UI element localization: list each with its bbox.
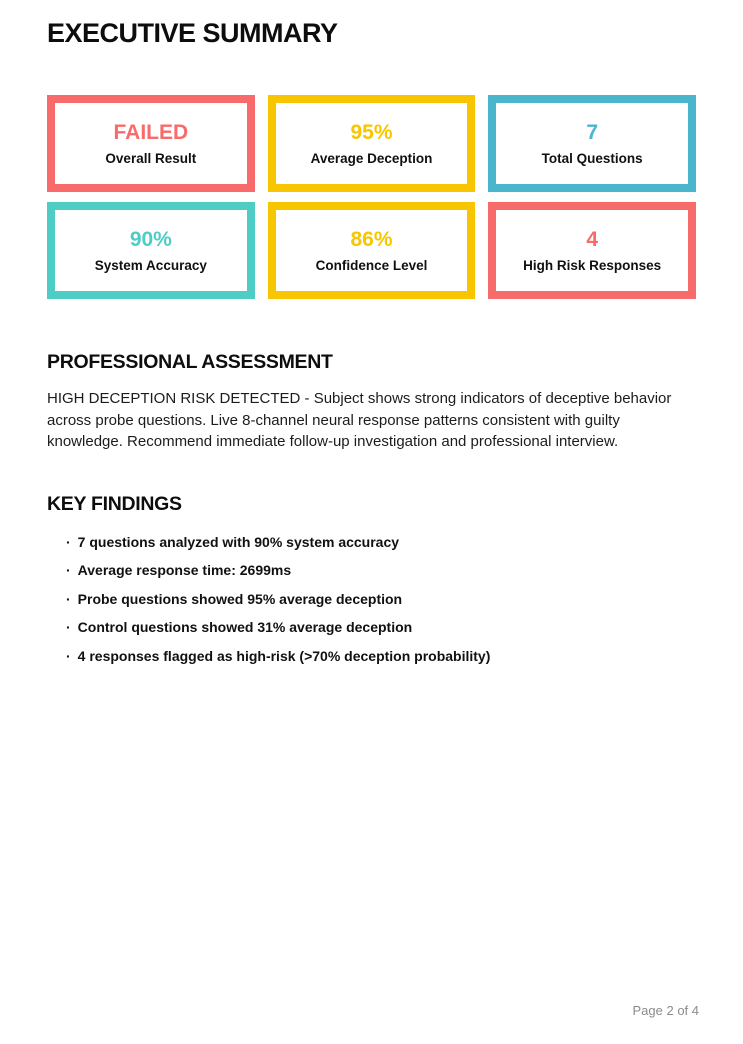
stat-value: 90% bbox=[129, 227, 172, 251]
bullet-marker: · bbox=[66, 533, 71, 550]
bullet-marker: · bbox=[66, 562, 71, 578]
list-item bbox=[66, 592, 696, 606]
bullet-marker: · bbox=[66, 619, 71, 635]
bullet-marker: · bbox=[66, 590, 71, 607]
stat-label: Average Deception bbox=[310, 150, 433, 166]
list-item bbox=[66, 535, 696, 549]
stat-value: 86% bbox=[350, 227, 393, 251]
stat-value: 95% bbox=[350, 120, 393, 144]
stat-card-average-deception bbox=[268, 95, 476, 192]
assessment-heading: PROFESSIONAL ASSESSMENT bbox=[47, 351, 333, 373]
stat-value: 7 bbox=[586, 120, 598, 144]
finding-text: Probe questions showed 95% average deception bbox=[77, 590, 403, 607]
stat-card-high-risk-responses bbox=[488, 202, 696, 299]
summary-stats-grid bbox=[47, 95, 696, 299]
stat-label: High Risk Responses bbox=[523, 257, 662, 273]
stat-label: System Accuracy bbox=[94, 257, 207, 273]
stat-label: Confidence Level bbox=[315, 257, 428, 273]
page-title: EXECUTIVE SUMMARY bbox=[47, 18, 338, 48]
list-item bbox=[66, 649, 696, 663]
stat-label: Overall Result bbox=[105, 150, 197, 166]
bullet-marker: · bbox=[66, 647, 71, 664]
finding-text: Average response time: 2699ms bbox=[77, 562, 292, 578]
list-item bbox=[66, 563, 696, 577]
stat-value: 4 bbox=[586, 227, 598, 251]
stat-label: Total Questions bbox=[541, 150, 643, 166]
stat-card-confidence-level bbox=[268, 202, 476, 299]
assessment-body-text: HIGH DECEPTION RISK DETECTED - Subject shows strong indicators of deceptive behavior across probe questions. Live 8-channel neural response patterns consistent with guilty knowledge. Recommend immediate follow-up investigation and professional interview. bbox=[47, 390, 672, 450]
stat-card-overall-result bbox=[47, 95, 255, 192]
stat-value: FAILED bbox=[113, 120, 189, 144]
stat-card-system-accuracy bbox=[47, 202, 255, 299]
finding-text: Control questions showed 31% average deception bbox=[77, 619, 413, 635]
stat-card-total-questions bbox=[488, 95, 696, 192]
page-number: Page 2 of 4 bbox=[632, 1003, 699, 1018]
finding-text: 4 responses flagged as high-risk (>70% deception probability) bbox=[77, 647, 491, 664]
finding-text: 7 questions analyzed with 90% system accuracy bbox=[77, 533, 400, 550]
list-item bbox=[66, 620, 696, 634]
findings-heading: KEY FINDINGS bbox=[47, 492, 182, 515]
findings-list bbox=[47, 535, 696, 663]
